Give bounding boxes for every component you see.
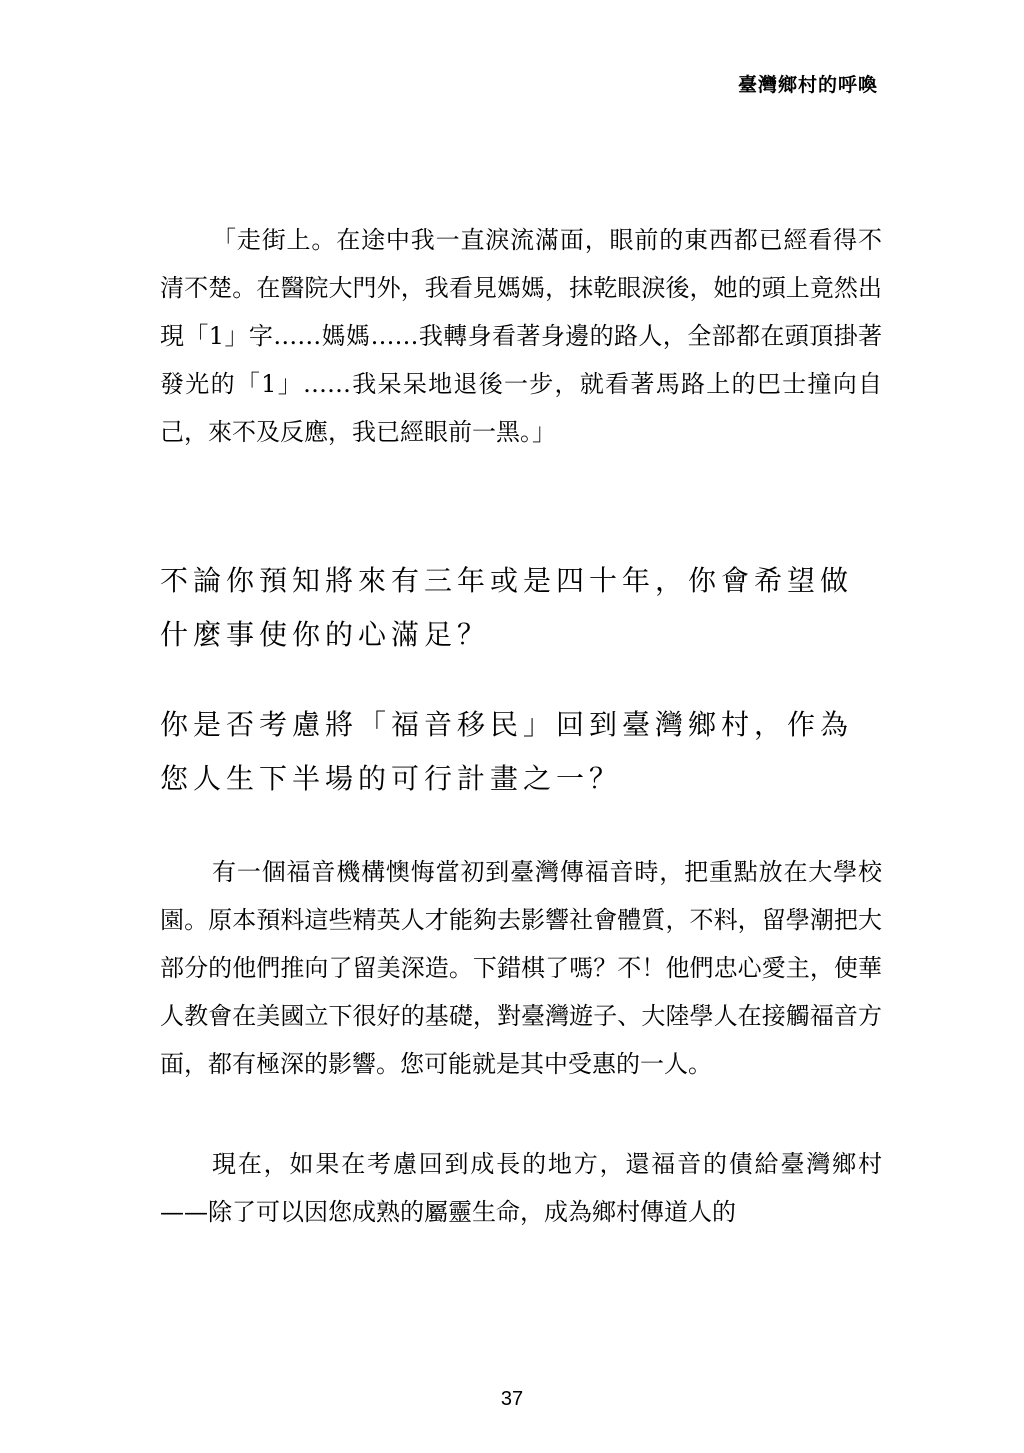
body-paragraph-2: 現在，如果在考慮回到成長的地方，還福音的債給臺灣鄉村——除了可以因您成熟的屬靈生命，成為鄉村傳道人的 (160, 1150, 882, 1226)
running-header: 臺灣鄉村的呼喚 (737, 74, 878, 96)
quote-paragraph: 「走街上。在途中我一直淚流滿面，眼前的東西都已經看得不清不楚。在醫院大門外，我看見媽媽，抹乾眼淚後，她的頭上竟然出現「1」字……媽媽……我轉身看著身邊的路人，全部都在頭頂掛著發光的「1」……我呆呆地退後一步，就看著馬路上的巴士撞向自己，來不及反應，我已經眼前一黑。」 (160, 226, 882, 446)
question-heading-1: 不論你預知將來有三年或是四十年，你會希望做什麼事使你的心滿足？ (160, 564, 854, 651)
body-paragraph-1: 有一個福音機構懊悔當初到臺灣傳福音時，把重點放在大學校園。原本預料這些精英人才能夠去影響社會體質，不料，留學潮把大部分的他們推向了留美深造。下錯棋了嗎？不！他們忠心愛主，使華人教會在美國立下很好的基礎，對臺灣遊子、大陸學人在接觸福音方面，都有極深的影響。您可能就是其中受惠的一人。 (160, 858, 882, 1078)
question-heading-2: 你是否考慮將「福音移民」回到臺灣鄉村，作為您人生下半場的可行計畫之一？ (160, 708, 854, 795)
page-number: 37 (500, 1388, 524, 1410)
